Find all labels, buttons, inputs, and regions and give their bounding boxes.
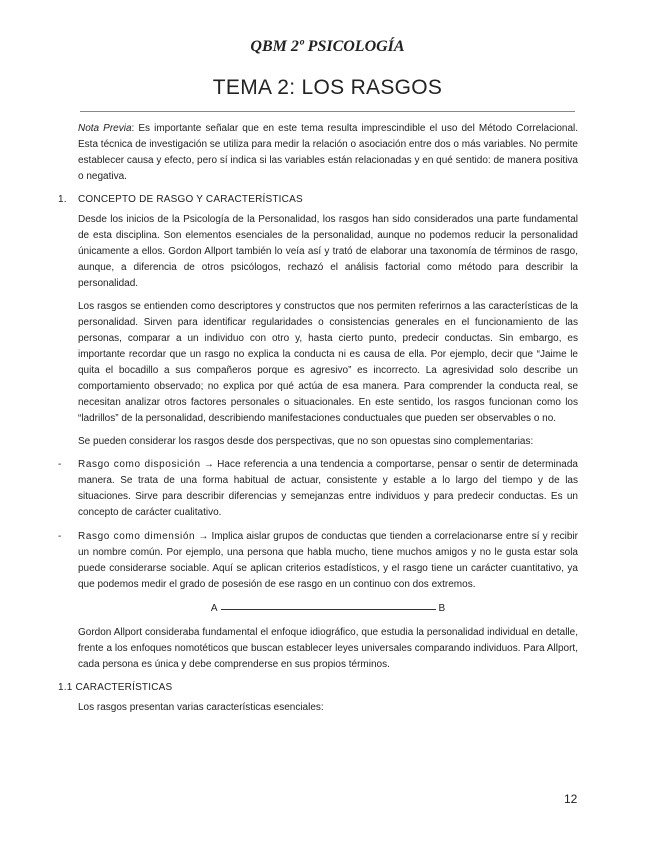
bullet-description: → Implica aislar grupos de conductas que tienden a correlacionarse entre sí y recibir un nombre común. Por ejemplo, una persona que habla mucho, tiene muchos amigos y no le gusta estar sola puede considerarse sociable. Aquí se aplican criterios estadísticos, y el rasgo tiene un carácter cuantitativo, ya que podemos medir el grado de posesión de ese rasgo en un continuo con dos extremos.	[78, 531, 579, 590]
section-1-title: CONCEPTO DE RASGO Y CARACTERÍSTICAS	[78, 194, 303, 205]
intro-note-text: : Es importante señalar que en este tema resulta imprescindible el uso del Método Correlacional. Esta técnica de investigación se utiliza para medir la relación o asociación entre dos o más variables. No permite establecer causa y efecto, pero sí indica si las variables están relacionadas y en qué sentido: de manera positiva o negativa.	[78, 123, 578, 182]
section-1-1-heading: 1.1 CARACTERÍSTICAS	[58, 682, 173, 693]
document-body	[58, 121, 578, 723]
section-1-paragraph-1: Desde los inicios de la Psicología de la Personalidad, los rasgos han sido considerados una parte fundamental de esta disciplina. Son elementos esenciales de la personalidad, aunque no podemos reducir la personalidad únicamente a ellos. Gordon Allport también lo veía así y trató de elaborar una taxonomía de términos de rasgo, aunque, a diferencia de otros psicólogos, rechazó el análisis factorial como método para describir la personalidad.	[78, 214, 578, 289]
bullet-text	[78, 457, 578, 521]
continuum-right-label: B	[438, 603, 446, 614]
bullet-term: Rasgo como disposición	[78, 459, 201, 470]
intro-note	[58, 121, 578, 185]
continuum-line	[58, 601, 578, 617]
bullet-text	[78, 529, 578, 593]
document-header: QBM 2º PSICOLOGÍA	[250, 38, 405, 55]
bullet-dash: -	[58, 459, 62, 470]
section-1-heading	[58, 192, 578, 208]
section-1-number: 1.	[58, 194, 67, 205]
page-title: TEMA 2: LOS RASGOS	[212, 76, 443, 99]
section-1-paragraph-2: Los rasgos se entienden como descriptores y constructos que nos permiten referirnos a las características de la personalidad. Sirven para identificar regularidades o consistencias generales en el funcionamiento de las personas, comparar a un individuo con otro y, hasta cierto punto, predecir conductas. Sin embargo, es importante recordar que un rasgo no explica la conducta ni es causa de ella. Por ejemplo, decir que “Jaime le quita el bocadillo a sus compañeros porque es agresivo” es incorrecto. La agresividad solo describe un comportamiento observado; no explica por qué actúa de esa manera. Para comprender la conducta real, se necesitan analizar otros factores personales o situacionales. En este sentido, los rasgos funcionan como los “ladrillos” de la personalidad, describiendo manifestaciones conductuales que pueden ser observables o no.	[78, 301, 578, 424]
bullet-term: Rasgo como dimensión	[78, 531, 196, 542]
title-divider	[80, 111, 575, 112]
continuum-left-label: A	[210, 603, 218, 614]
page-number: 12	[564, 792, 578, 806]
section-1-paragraph-4: Gordon Allport consideraba fundamental el enfoque idiográfico, que estudia la personalidad individual en detalle, frente a los enfoques nomotéticos que buscan establecer leyes universales comparando individuos. Para Allport, cada persona es única y debe comprenderse en sus propios términos.	[78, 627, 578, 670]
bullet-dash: -	[58, 531, 62, 542]
bullet-description: → Hace referencia a una tendencia a comportarse, pensar o sentir de determinada manera. Se trata de una forma habitual de actuar, consistente y estable a lo largo del tiempo y de las situaciones. Sirve para describir diferencias y semejanzas entre individuos y para predecir conductas. Es un concepto de carácter cualitativo.	[78, 459, 578, 518]
bullet-disposition	[58, 457, 578, 521]
intro-note-label: Nota Previa	[78, 123, 132, 134]
bullet-dimension	[58, 529, 578, 593]
continuum-bar	[221, 609, 436, 610]
section-1-1-paragraph-1: Los rasgos presentan varias características esenciales:	[78, 702, 324, 713]
section-1-paragraph-3: Se pueden considerar los rasgos desde dos perspectivas, que no son opuestas sino complementarias:	[78, 436, 534, 447]
